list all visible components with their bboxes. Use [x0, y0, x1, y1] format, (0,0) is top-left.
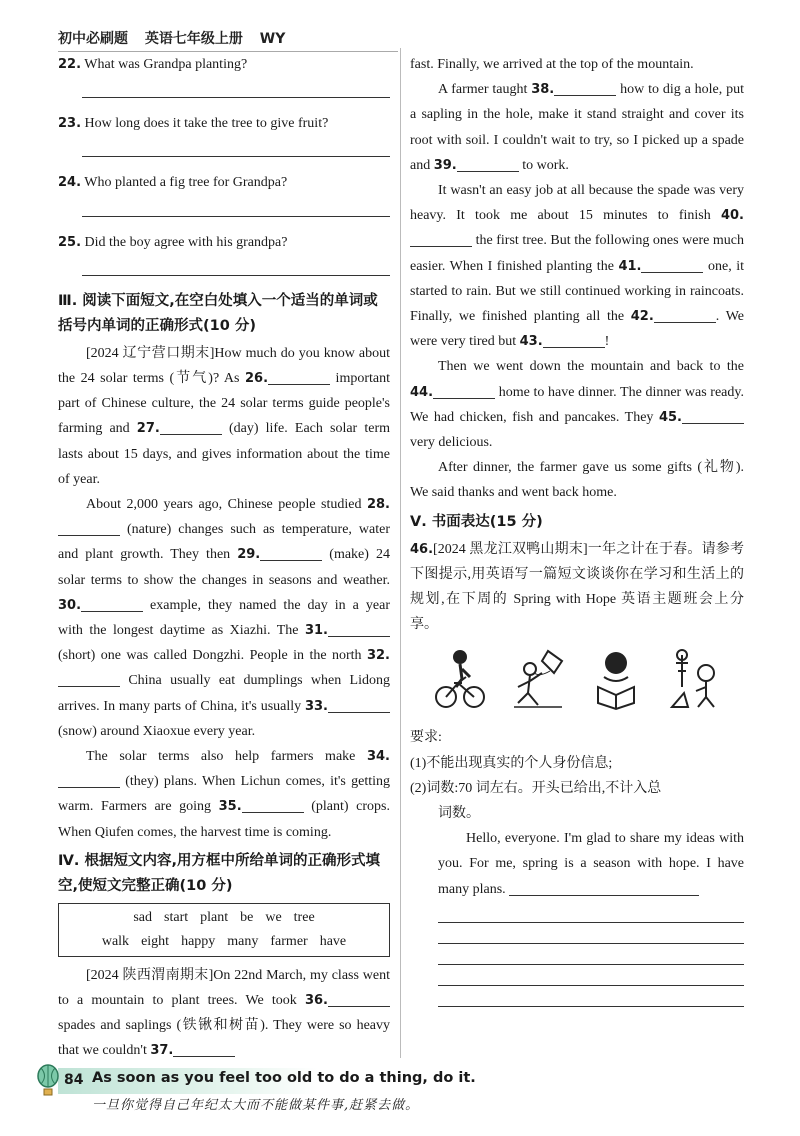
blank-30[interactable]: [81, 597, 143, 612]
right-column: [410, 52, 744, 1007]
essay-line-4[interactable]: [438, 944, 744, 965]
kite-girl-icon: [510, 647, 566, 713]
blank-38[interactable]: [554, 81, 616, 96]
word-box: [58, 903, 390, 957]
answer-line-23[interactable]: [82, 146, 390, 157]
requirement-2: (2)词数:70 词左右。开头已给出,不计入总: [410, 780, 662, 796]
section-4-paragraph-1: [2024 陕西渭南期末]On 22nd March, my class went to a mountain to plant trees. We took 36. spades and saplings (铁锹和树苗). They were so heavy that we couldn't 37.: [58, 967, 390, 1059]
blank-29[interactable]: [260, 546, 322, 561]
section-3-paragraph-2: About 2,000 years ago, Chinese people studied 28. (nature) changes such as temperature, water and plant growth. They then 29. (make) 24 solar terms to show the changes in seasons and weather. 30. example, they named the day in a year with the longest daytime as Xiazhi. The 31. (short) one was called Dongzhi. People in the north 32. China usually eat dumplings when Lidong arrives. In many parts of China, it's usually 33. (snow) around Xiaoxue every year.: [58, 497, 390, 739]
hint-pictures: [410, 647, 744, 717]
section-4-paragraph-3: It wasn't an easy job at all because the spade was very heavy. It took me about 15 minutes to finish 40. the first tree. But the following ones were much easier. When I finished planting the 41. one, it started to rain. But we still continued working in raincoats. Finally, we finished planting all the 42. . We were very tired but 43. !: [410, 183, 745, 350]
question-25: 25. Did the boy agree with his grandpa?: [58, 234, 288, 250]
section-4-paragraph-2: A farmer taught 38. how to dig a hole, put a sapling in the hole, make it stand straight and cover its root with soil. I couldn't wait to try, so I picked up a spade and 39. to work.: [410, 82, 744, 173]
blank-27[interactable]: [160, 420, 222, 435]
blank-45[interactable]: [682, 409, 744, 424]
balloon-icon: [36, 1064, 60, 1098]
answer-line-24[interactable]: [82, 206, 390, 217]
blank-28[interactable]: [58, 521, 120, 536]
question-24: 24. Who planted a fig tree for Grandpa?: [58, 175, 288, 191]
column-divider: [400, 48, 401, 1058]
blank-36[interactable]: [328, 992, 390, 1007]
blank-42[interactable]: [654, 308, 716, 323]
essay-line-5[interactable]: [438, 965, 744, 986]
reading-boy-icon: [588, 647, 644, 713]
requirement-1: (1)不能出现真实的个人身份信息;: [410, 755, 613, 771]
blank-26[interactable]: [268, 370, 330, 385]
question-22: 22. What was Grandpa planting?: [58, 57, 248, 72]
blank-39[interactable]: [457, 157, 519, 172]
page-header: [58, 28, 398, 52]
section-4-title: Ⅳ. 根据短文内容,用方框中所给单词的正确形式填空,使短文完整正确(10 分): [58, 852, 380, 894]
page-footer: [0, 1064, 800, 1136]
cycling-boy-icon: [432, 647, 488, 713]
blank-31[interactable]: [328, 622, 390, 637]
blank-34[interactable]: [58, 773, 120, 788]
essay-line-3[interactable]: [438, 923, 744, 944]
quote-chinese: 一旦你觉得自己年纪太大而不能做某件事,赶紧去做。: [92, 1098, 420, 1113]
section-4-paragraph-4: Then we went down the mountain and back to the 44. home to have dinner. The dinner was ready. We had chicken, fish and pancakes. They 45. very delicious.: [410, 359, 744, 451]
blank-43[interactable]: [543, 333, 605, 348]
essay-opening: Hello, everyone. I'm glad to share my ideas with you. For me, spring is a season with hope. I have many plans.: [438, 831, 744, 897]
book-title: 初中必刷题: [58, 31, 128, 47]
page-number: 84: [64, 1072, 84, 1088]
questions-22-25: [58, 52, 390, 276]
essay-line-6[interactable]: [438, 986, 744, 1007]
edition-label: WY: [259, 31, 286, 47]
blank-40[interactable]: [410, 232, 472, 247]
blank-37[interactable]: [173, 1042, 235, 1057]
blank-35[interactable]: [242, 798, 304, 813]
answer-line-25[interactable]: [82, 265, 390, 276]
section-4-paragraph-1-cont: fast. Finally, we arrived at the top of the mountain.: [410, 57, 694, 72]
question-23: 23. How long does it take the tree to give fruit?: [58, 116, 329, 132]
section-3-paragraph-3: The solar terms also help farmers make 34. (they) plans. When Lichun comes, it's getting warm. Farmers are going 35. (plant) crops. When Qiufen comes, the harvest time is coming.: [58, 749, 390, 840]
planting-kids-icon: [666, 647, 722, 713]
section-5-title: Ⅴ. 书面表达(15 分): [410, 513, 543, 530]
blank-32[interactable]: [58, 672, 120, 687]
answer-line-22[interactable]: [82, 87, 390, 98]
word-box-row-2: walk eight happy many farmer have: [101, 933, 347, 949]
blank-33[interactable]: [328, 698, 390, 713]
quote-english: As soon as you feel too old to do a thing, do it.: [92, 1070, 476, 1086]
section-3-paragraph-1: [2024 辽宁营口期末]How much do you know about the 24 solar terms (节气)? As 26. important part of Chinese culture, the 24 solar terms guide people's farming and 27. (day) life. Each solar term lasts about 15 days, and gives information about the time of year.: [58, 345, 391, 487]
blank-44[interactable]: [433, 384, 495, 399]
subject-title: 英语七年级上册: [144, 31, 243, 47]
word-box-row-1: sad start plant be we tree: [133, 909, 315, 925]
section-4-paragraph-5: After dinner, the farmer gave us some gifts (礼物). We said thanks and went back home.: [410, 460, 744, 501]
requirement-2-cont: 词数。: [438, 806, 480, 822]
section-3-title: Ⅲ. 阅读下面短文,在空白处填入一个适当的单词或括号内单词的正确形式(10 分): [58, 292, 378, 334]
blank-41[interactable]: [641, 258, 703, 273]
essay-first-line[interactable]: [509, 881, 699, 896]
essay-line-2[interactable]: [438, 902, 744, 923]
writing-prompt: 46.[2024 黑龙江双鸭山期末]一年之计在于春。请参考下图提示,用英语写一篇短文谈谈你在学习和生活上的规划,在下周的 Spring with Hope 英语主题班会上分享。: [410, 541, 744, 633]
requirements-label: 要求:: [410, 730, 442, 746]
left-column: [58, 52, 390, 1064]
